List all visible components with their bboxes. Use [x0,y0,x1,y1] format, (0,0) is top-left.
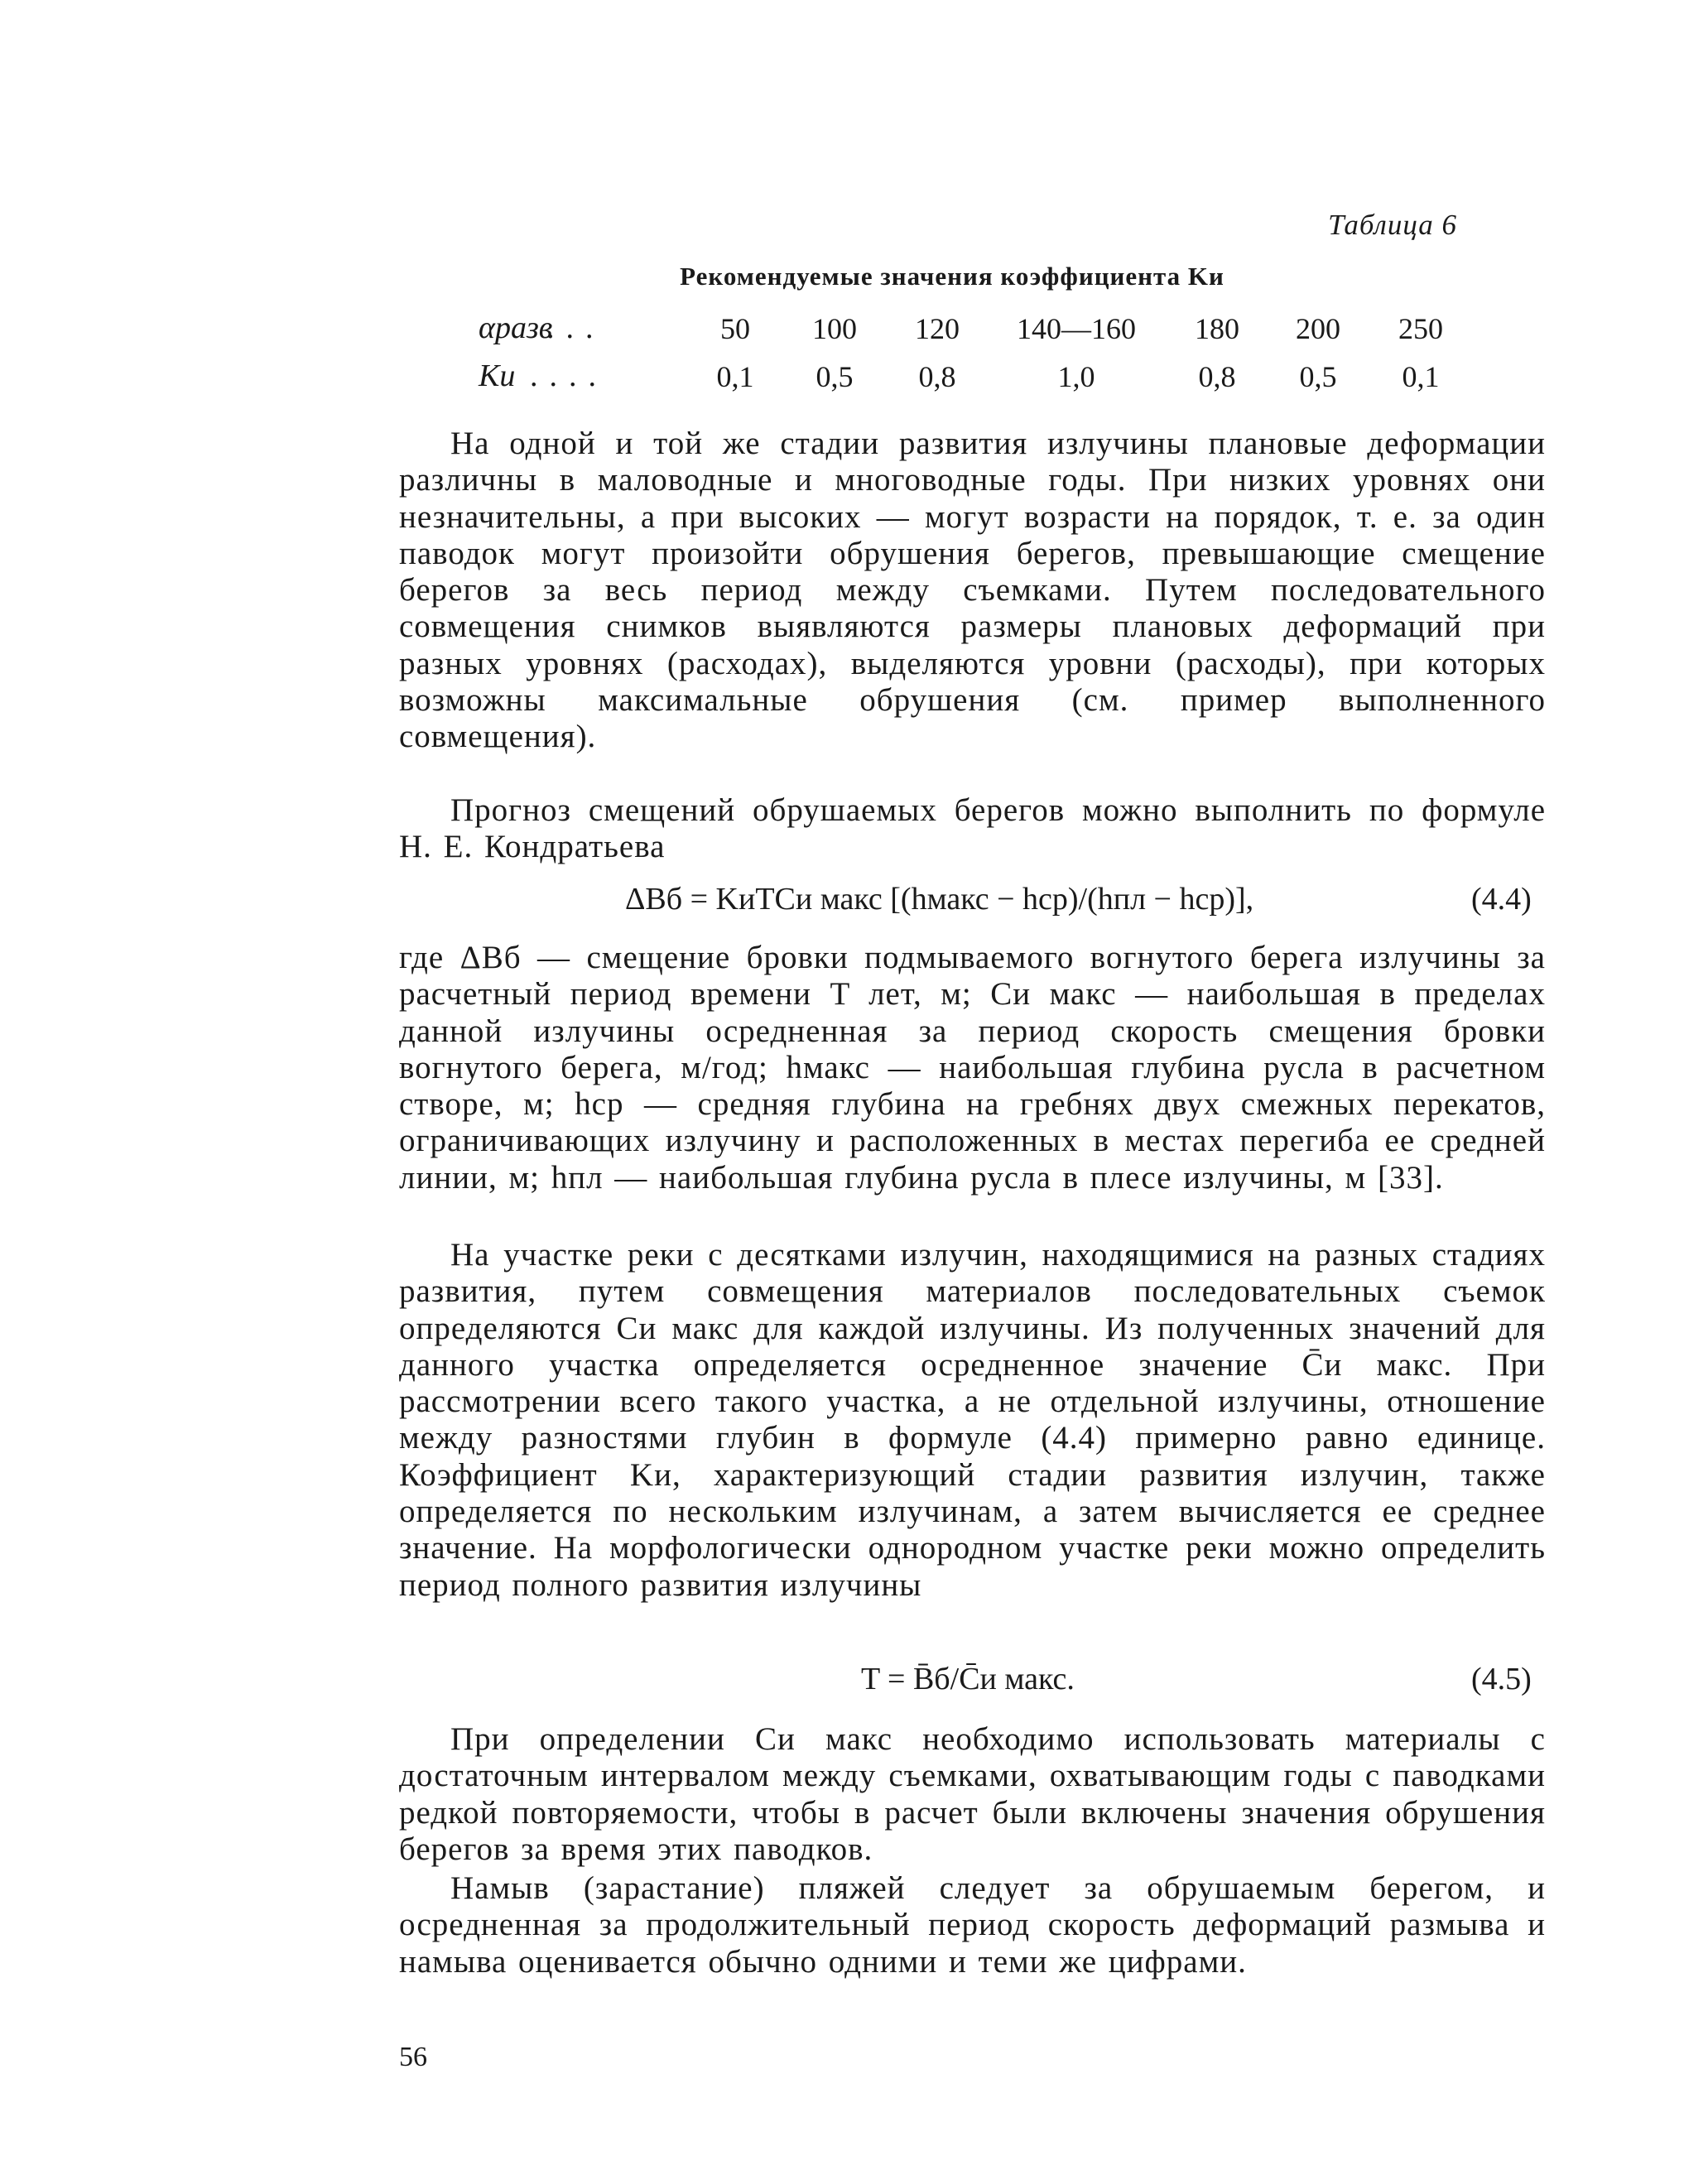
paragraph: Намыв (зарастание) пляжей следует за обрушаемым берегом, и осредненная за продолжительный период скорость деформаций размыва и намыва оценивается обычно одними и теми же цифрами. [399,1870,1546,1980]
table-alpha-cell: 100 [812,312,857,345]
formula-4-5-number: (4.5) [1471,1662,1532,1696]
table-alpha-cell: 250 [1398,312,1443,345]
page-number: 56 [399,2042,427,2072]
paragraph-block-3 [399,940,1546,1196]
paragraph-block-1 [399,426,1546,756]
table-row1-label: αразв [479,310,553,345]
table-row2-dots: .... [530,358,608,393]
table-k-cell: 0,8 [918,360,956,393]
paragraph: где ΔBб — смещение бровки подмываемого вогнутого берега излучины за расчетный период времени T лет, м; Cи макс — наибольшая в пределах данной излучины осредненная за период скорость смещения бровки вогнутого берега, м/год; hмакс — наибольшая глубина русла в расчетном створе, м; hср — средняя глубина на гребнях двух смежных перекатов, ограничивающих излучину и расположенных в местах перегиба ее средней линии, м; hпл — наибольшая глубина русла в плесе излучины, м [33]. [399,940,1546,1196]
paragraph: При определении Cи макс необходимо использовать материалы с достаточным интервалом между съемками, охватывающим годы с паводками редкой повторяемости, чтобы в расчет были включены значения обрушения берегов за время этих паводков. [399,1721,1546,1867]
table-k-cell: 0,1 [716,360,754,393]
table-label: Таблица 6 [1328,209,1457,241]
table-k-cell: 0,5 [1299,360,1337,393]
paragraph: На одной и той же стадии развития излучины плановые деформации различны в маловодные и многоводные годы. При низких уровнях они незначительны, а при высоких — могут возрасти на порядок, т. е. за один паводок могут произойти обрушения берегов, превышающие смещение берегов за весь период между съемками. Путем последовательного совмещения снимков выявляются размеры плановых деформаций при разных уровнях (расходах), выделяются уровни (расходы), при которых возможны максимальные обрушения (см. пример выполненного совмещения). [399,426,1546,755]
table-row1-dots: ... [546,310,605,345]
table-row2-label: Kи [479,358,516,393]
table-k-cell: 0,8 [1198,360,1236,393]
table-alpha-cell: 200 [1296,312,1340,345]
paragraph-block-4 [399,1237,1546,1604]
table-title: Рекомендуемые значения коэффициента Kи [680,262,1224,291]
paragraph-block-2 [399,792,1546,866]
paragraph-block-5 [399,1721,1546,1868]
table-alpha-cell: 140—160 [1017,312,1136,345]
table-k-cell: 1,0 [1057,360,1095,393]
paragraph-block-6 [399,1870,1546,1980]
table-alpha-cell: 180 [1195,312,1239,345]
paragraph: Прогноз смещений обрушаемых берегов можно выполнить по формуле Н. Е. Кондратьева [399,792,1546,865]
formula-4-4: ΔBб = KиTCи макс [(hмакс − hср)/(hпл − hср)], [625,882,1254,917]
table-k-cell: 0,1 [1402,360,1440,393]
table-k-cell: 0,5 [816,360,854,393]
table-alpha-cell: 50 [720,312,750,345]
formula-4-5: T = B̄б/C̄и макс. [861,1662,1075,1696]
paragraph: На участке реки с десятками излучин, находящимися на разных стадиях развития, путем совмещения материалов последовательных съемок определяются Cи макс для каждой излучины. Из полученных значений для данного участка определяется осредненное значение C̄и макс. При рассмотрении всего такого участка, а не отдельной излучины, отношение между разностями глубин в формуле (4.4) примерно равно единице. Коэффициент Kи, характеризующий стадии развития излучин, также определяется по нескольким излучинам, а затем вычисляется ее среднее значение. На морфологически однородном участке реки можно определить период полного развития излучины [399,1237,1546,1603]
formula-4-4-number: (4.4) [1471,882,1532,917]
table-alpha-cell: 120 [915,312,960,345]
